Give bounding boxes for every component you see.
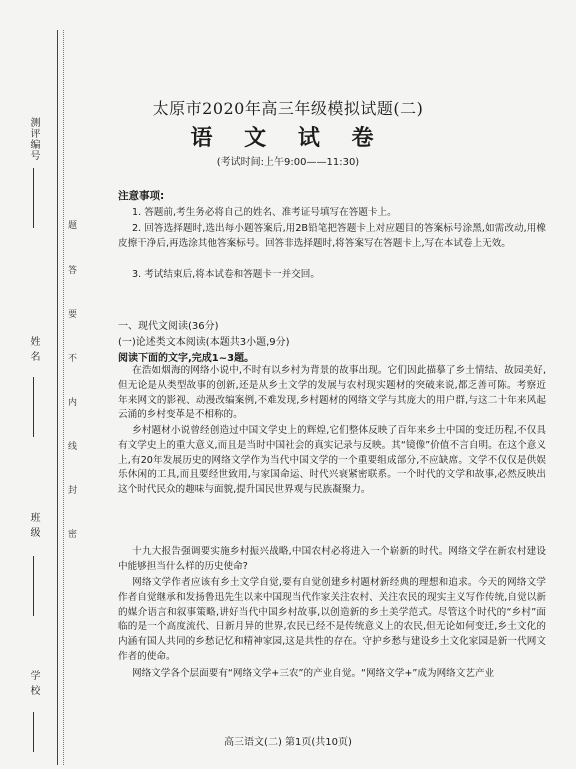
name-line: [33, 377, 34, 437]
seal-char: 密: [68, 530, 78, 540]
page-footer: 高三语文(二) 第1页(共10页): [224, 737, 352, 748]
passage-paragraph: 网络文学各个层面要有“网络文学+三农”的产业自觉。“网络文学+”成为网络文艺产业: [132, 668, 495, 679]
reviewer-number-line: [33, 168, 34, 228]
exam-title: 太原市2020年高三年级模拟试题(二): [152, 99, 424, 118]
note-item: 3. 考试结束后,将本试卷和答题卡一并交回。: [132, 269, 320, 280]
seal-char: 答: [68, 266, 78, 276]
notes-heading: 注意事项:: [118, 190, 165, 202]
note-item: 2. 回答选择题时,选出每小题答案后,用2B铅笔把答题卡上对应题目的答案标号涂黑,如需改动,用橡皮擦干净后,再选涂其他答案标号。回答非选择题时,将答案写在答题卡上,写在本试卷上无效。: [118, 223, 546, 249]
subject-title: 语 文 试 卷: [190, 125, 386, 151]
seal-char: 线: [68, 442, 78, 452]
passage-paragraph: 十九大报告强调要实施乡村振兴战略,中国农村必将进入一个崭新的时代。网络文学在新农村建设中能够担当什么样的历史使命?: [118, 546, 546, 572]
school-label: 学 校: [28, 670, 39, 697]
section-heading: 一、现代文阅读(36分): [118, 321, 219, 332]
exam-time: (考试时间:上午9:00——11:30): [216, 157, 360, 168]
class-line: [33, 556, 34, 616]
seal-char: 要: [68, 310, 78, 320]
name-label: 姓 名: [28, 336, 39, 363]
note-item: 1. 答题前,考生务必将自己的姓名、准考证号填写在答题卡上。: [132, 207, 397, 218]
passage-paragraph: 在浩如烟海的网络小说中,不时有以乡村为背景的故事出现。它们因此描摹了乡土情结、故园美好,但无论是从类型故事的创新,还是从乡土文学的发展与农村现实题材的突破来说,都乏善可陈。考察近年来网文的影视、动漫改编案例,不难发现,乡村题材的网络文学与其庞大的用户群,与这二十年来风起云涌的乡村变革是不相称的。: [118, 365, 546, 421]
passage-paragraph: 乡村题材小说曾经创造过中国文学史上的辉煌,它们整体反映了百年来乡土中国的变迁历程,不仅具有文学史上的重大意义,而且是当时中国社会的真实记录与反映。其“镜像”价值不言自明。在这个意义上,有20年发展历史的网络文学作为当代中国文学的一个重要组成部分,不应缺席。文学不仅仅是供娱乐休闲的工具,而且要经世致用,与家国命运、时代兴衰紧密联系。一个时代的文学和故事,必然反映出这个时代民众的趣味与面貌,提升国民世界观与民族凝聚力。: [118, 425, 546, 496]
seal-char: 封: [68, 486, 78, 496]
class-label: 班 级: [28, 512, 39, 539]
seal-char: 不: [68, 354, 78, 364]
seal-char: 内: [68, 398, 78, 408]
reading-instruction: 阅读下面的文字,完成1~3题。: [118, 353, 255, 364]
subsection-heading: (一)论述类文本阅读(本题共3小题,9分): [118, 337, 290, 348]
passage-paragraph: 网络文学作者应该有乡土文学自觉,要有自觉创建乡村题材新经典的理想和追求。今天的网络文学作者自觉继承和发扬鲁迅先生以来中国现当代作家关注农村、关注农民的现实主义写作传统,自觉以新的媒介语言和叙事策略,讲好当代中国乡村故事,以创造新的乡土美学范式。尽管这个时代的“乡村”面临的是一个高度流代、日新月异的世界,农民已经不是传统意义上的农民,但无论如何变迁,乡土文化的内涵有国人共同的乡愁记忆和精神家园,这是共性的存在。守护乡愁与建设乡土文化家园是新一代网文作者的使命。: [118, 577, 546, 662]
seal-char: 题: [68, 221, 78, 231]
reviewer-number-label: 测评编号: [28, 117, 39, 161]
